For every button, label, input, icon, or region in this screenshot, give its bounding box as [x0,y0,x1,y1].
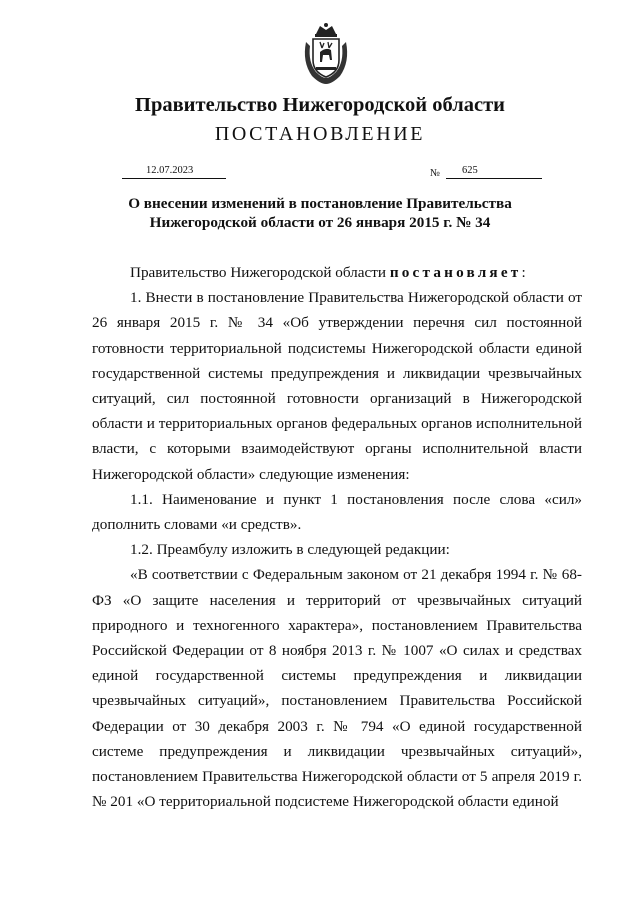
paragraph-1: 1. Внести в постановление Правительства Нижегородской области от 26 января 2015 г. № 34 «Об утверждении перечня сил постоянной готовности территориальной подсистемы Нижегородской области единой государственной системы предупреждения и ликвидации чрезвычайных ситуаций, сил постоянной готовности организаций в Нижегородской области и территориальных органов федеральных органов исполнительной власти, с которыми взаимодействуют органы исполнительной власти Нижегородской области» следующие изменения: [92,289,582,483]
paragraph-1-1: 1.1. Наименование и пункт 1 постановления после слова «сил» дополнить словами «и средств». [92,490,582,534]
paragraph-1-2: 1.2. Преамбулу изложить в следующей редакции: [130,541,450,559]
coat-of-arms-icon [298,22,354,86]
document-body [92,260,582,814]
subject-line-2: Нижегородской области от 26 января 2015 г. № 34 [149,214,491,231]
document-number: 625 [446,164,542,179]
number-sign: № [430,168,441,179]
intro-suffix: : [521,264,526,281]
preamble-quote: «В соответствии с Федеральным законом от 21 декабря 1994 г. № 68-ФЗ «О защите населения и территорий от чрезвычайных ситуаций природного и техногенного характера», постановлением Правительства Российской Федерации от 8 ноября 2013 г. № 1007 «О силах и средствах единой государственной системы предупреждения и ликвидации чрезвычайных ситуаций», постановлением Правительства Российской Федерации от 30 декабря 2003 г. № 794 «О единой государственной системе предупреждения и ликвидации чрезвычайных ситуаций», постановлением Правительства Нижегородской области от 5 апреля 2019 г. № 201 «О территориальной подсистеме Нижегородской области единой [92,566,582,811]
document-subject [0,194,640,232]
intro-paragraph [92,260,582,285]
intro-prefix: Правительство Нижегородской области [130,264,387,281]
document-date: 12.07.2023 [122,164,226,179]
document-type: ПОСТАНОВЛЕНИЕ [214,123,426,145]
intro-keyword: постановляет [389,264,522,281]
subject-line-1: О внесении изменений в постановление Правительства [128,195,512,212]
government-title: Правительство Нижегородской области [135,94,505,116]
